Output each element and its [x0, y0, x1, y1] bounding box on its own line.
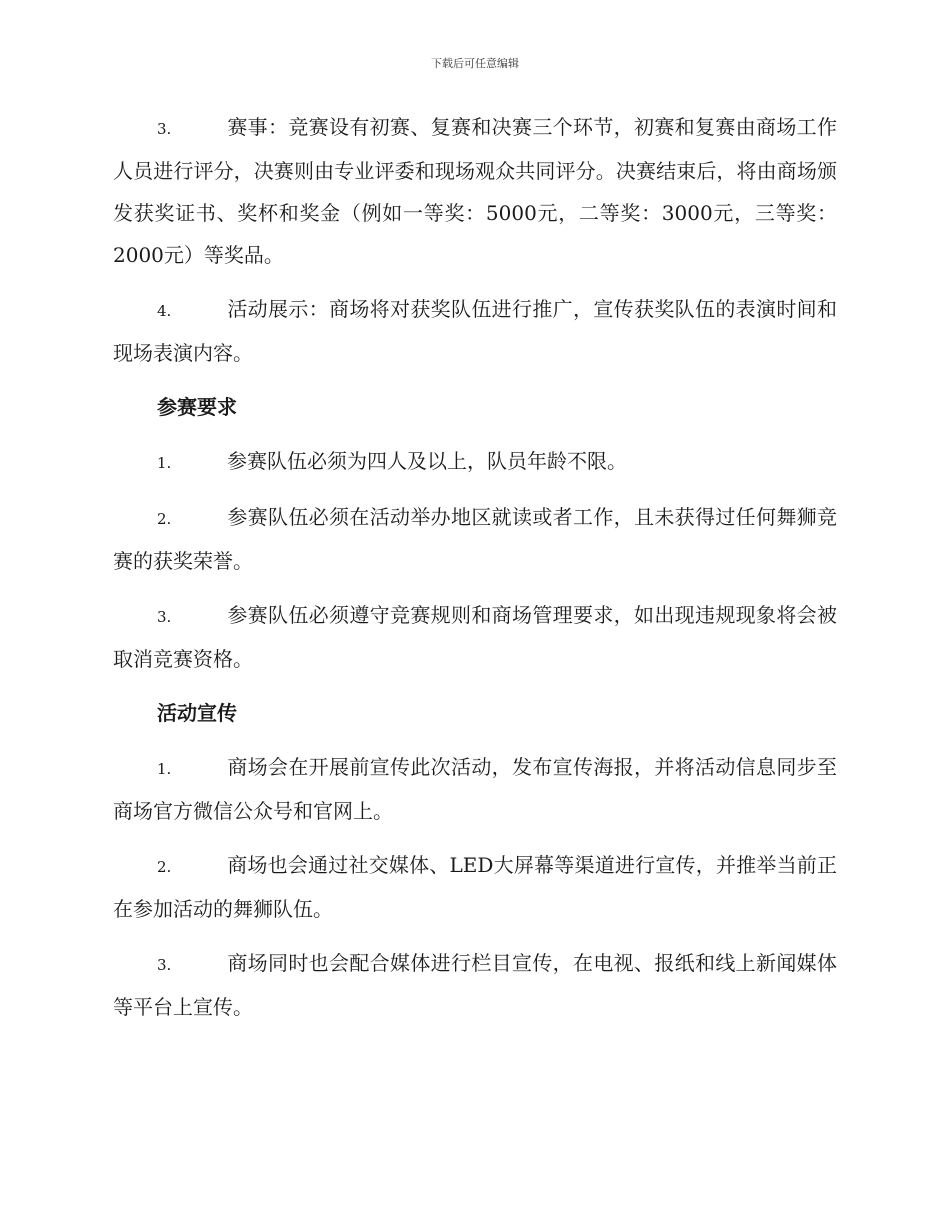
item-text: 活动展示：商场将对获奖队伍进行推广，宣传获奖队伍的表演时间和现场表演内容。 — [113, 297, 837, 365]
item-text: 商场也会通过社交媒体、LED大屏幕等渠道进行宣传，并推举当前正在参加活动的舞狮队伍。 — [113, 853, 837, 921]
list-item — [113, 288, 837, 374]
item-text: 赛事：竞赛设有初赛、复赛和决赛三个环节，初赛和复赛由商场工作人员进行评分，决赛则由专业评委和现场观众共同评分。决赛结束后，将由商场颁发获奖证书、奖杯和奖金（例如一等奖：5000元，二等奖：3000元，三等奖：2000元）等奖品。 — [113, 115, 837, 267]
list-item — [113, 746, 837, 832]
item-number: 1. — [157, 760, 172, 778]
item-text: 参赛队伍必须在活动举办地区就读或者工作，且未获得过任何舞狮竞赛的获奖荣誉。 — [113, 505, 837, 573]
header-note: 下载后可任意编辑 — [431, 57, 519, 70]
list-item — [113, 440, 837, 484]
item-number: 3. — [157, 120, 172, 138]
item-number: 3. — [157, 608, 172, 626]
item-text: 商场同时也会配合媒体进行栏目宣传，在电视、报纸和线上新闻媒体等平台上宣传。 — [113, 951, 837, 1019]
list-item — [113, 496, 837, 582]
item-number: 3. — [157, 956, 172, 974]
item-number: 1. — [157, 454, 172, 472]
list-item — [113, 942, 837, 1028]
item-text: 参赛队伍必须遵守竞赛规则和商场管理要求，如出现违规现象将会被取消竞赛资格。 — [113, 603, 837, 671]
list-item — [113, 844, 837, 930]
list-item — [113, 106, 837, 276]
item-number: 4. — [157, 302, 172, 320]
item-text: 参赛队伍必须为四人及以上，队员年龄不限。 — [227, 449, 627, 473]
section-heading: 参赛要求 — [157, 395, 237, 419]
item-number: 2. — [157, 510, 172, 528]
document-body — [113, 106, 837, 1040]
item-text: 商场会在开展前宣传此次活动，发布宣传海报，并将活动信息同步至商场官方微信公众号和官网上。 — [113, 755, 837, 823]
section-heading: 活动宣传 — [157, 701, 237, 725]
item-number: 2. — [157, 858, 172, 876]
list-item — [113, 594, 837, 680]
